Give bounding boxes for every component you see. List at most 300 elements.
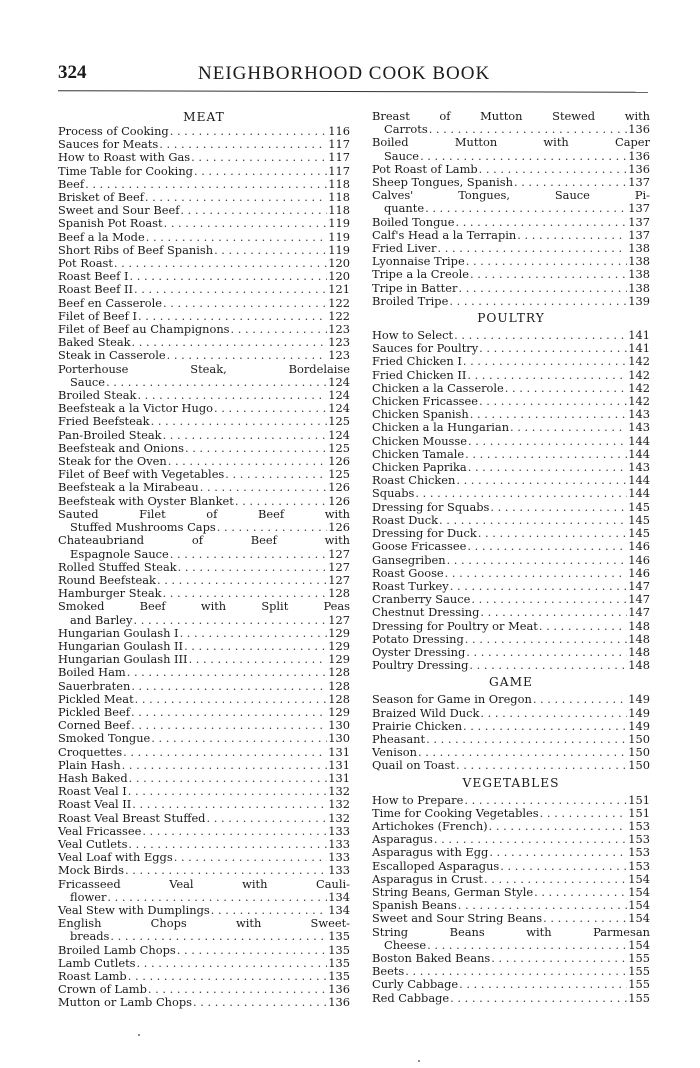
entry-title: Dressing for Duck: [372, 526, 477, 541]
index-entry: [372, 659, 650, 672]
entry-page-number: 118: [328, 176, 350, 191]
entry-title: Filet of Beef au Champignons: [58, 322, 230, 337]
entry-page-number: 154: [628, 871, 650, 886]
dot-leader: [128, 970, 328, 983]
entry-page-number: 123: [328, 335, 350, 350]
entry-continuation: [58, 614, 350, 627]
dot-leader: [157, 574, 327, 587]
entry-title: Chicken a la Hungarian: [372, 420, 510, 435]
entry-title: String Beans with Parmesan: [372, 924, 650, 939]
entry-title: Sauces for Poultry: [372, 341, 479, 356]
entry-title: English Chops with Sweet-: [58, 916, 350, 931]
entry-title: Roast Lamb: [58, 969, 127, 983]
index-entry: [58, 349, 350, 362]
entry-page-number: 144: [628, 433, 650, 448]
entry-title: Fried Chicken II: [372, 367, 467, 382]
entry-page-number: 122: [328, 295, 350, 310]
dot-leader: [459, 978, 627, 991]
index-entry: [372, 952, 650, 965]
entry-page-number: 138: [628, 267, 650, 282]
entry-page-number: 155: [628, 977, 650, 992]
index-entry: [372, 978, 650, 991]
entry-title: Sauted Filet of Beef with: [58, 506, 350, 521]
entry-title: Spanish Beans: [372, 898, 457, 913]
dot-leader: [463, 355, 627, 368]
index-entry: [372, 620, 650, 633]
entry-page-number: 131: [328, 757, 350, 772]
entry-title: Dressing for Squabs: [372, 499, 490, 514]
entry-page-number: 119: [328, 216, 350, 231]
entry-page-number: 137: [628, 214, 650, 229]
entry-page-number: 124: [328, 388, 350, 403]
dot-leader: [478, 527, 627, 540]
entry-page-number: 149: [628, 718, 650, 733]
entry-page-number: 154: [628, 898, 650, 913]
entry-page-number: 123: [328, 348, 350, 363]
dot-leader: [194, 165, 327, 178]
index-entry: [372, 110, 650, 136]
entry-page-number: 147: [628, 578, 650, 593]
entry-title: Pot Roast of Lamb: [372, 161, 478, 176]
index-entry: [372, 633, 650, 646]
entry-title: Fricasseed Veal with Cauli-: [58, 876, 350, 891]
entry-title: Calf's Head a la Terrapin: [372, 227, 517, 242]
entry-title: String Beans, German Style: [372, 884, 534, 899]
dot-leader: [163, 297, 327, 310]
entry-page-number: 155: [628, 964, 650, 979]
entry-page-number: 136: [328, 995, 350, 1010]
dot-leader: [225, 468, 327, 481]
entry-title: Curly Cabbage: [372, 977, 459, 992]
entry-title: Sheep Tongues, Spanish: [372, 175, 513, 190]
section-heading: VEGETABLES: [462, 775, 560, 790]
entry-page-number: 138: [628, 254, 650, 269]
entry-page-number: 127: [328, 559, 350, 574]
dot-leader: [467, 369, 627, 382]
entry-title: Lyonnaise Tripe: [372, 254, 465, 269]
dot-leader: [151, 732, 327, 745]
entry-page-number: 119: [328, 242, 350, 257]
index-entry: [58, 231, 350, 244]
dot-leader: [193, 996, 327, 1009]
entry-page-number: 154: [628, 937, 650, 952]
entry-page-number: 138: [628, 241, 650, 256]
index-entry: [58, 680, 350, 693]
dot-leader: [534, 886, 627, 899]
dot-leader: [517, 229, 627, 242]
entry-page-number: 151: [628, 792, 650, 807]
index-entry: [58, 415, 350, 428]
entry-page-number: 148: [628, 618, 650, 633]
section-heading: GAME: [489, 675, 533, 690]
entry-page-number: 145: [628, 499, 650, 514]
index-entry: [372, 268, 650, 281]
entry-page-number: 147: [628, 605, 650, 620]
dot-leader: [189, 653, 328, 666]
entry-page-number: 142: [628, 354, 650, 369]
entry-title: Hash Baked: [58, 770, 128, 785]
dot-leader: [191, 151, 327, 164]
entry-title: Chicken Spanish: [372, 407, 469, 422]
entry-title: Red Cabbage: [372, 990, 450, 1005]
dot-leader: [491, 952, 627, 965]
entry-page-number: 127: [328, 546, 350, 561]
entry-title: Boiled Ham: [58, 665, 126, 680]
entry-title: Pan-Broiled Steak: [58, 427, 162, 442]
dot-leader: [468, 435, 627, 448]
entry-title: Fried Chicken I: [372, 354, 462, 369]
dot-leader: [471, 593, 627, 606]
entry-page-number: 128: [328, 665, 350, 680]
entry-page-number: 135: [328, 929, 350, 944]
dot-leader: [540, 807, 628, 820]
entry-title: Goose Fricassee: [372, 539, 467, 554]
entry-page-number: 154: [628, 884, 650, 899]
entry-title: Process of Cooking: [58, 124, 169, 138]
dot-leader: [200, 481, 328, 494]
dot-leader: [174, 851, 328, 864]
index-entry: [58, 812, 350, 825]
dot-leader: [114, 257, 327, 270]
entry-title: Veal Stew with Dumplings: [58, 902, 210, 917]
index-entry: [372, 992, 650, 1005]
entry-title: Pot Roast: [58, 256, 113, 271]
index-entry: [372, 435, 650, 448]
index-entry: [58, 759, 350, 772]
running-title: NEIGHBORHOOD COOK BOOK: [198, 63, 491, 84]
entry-title: Asparagus in Crust: [372, 871, 484, 886]
dot-leader: [110, 930, 327, 943]
entry-page-number: 119: [328, 229, 350, 244]
index-entry: [58, 864, 350, 877]
dot-leader: [454, 329, 627, 342]
index-entry: [372, 873, 650, 886]
entry-page-number: 128: [328, 678, 350, 693]
index-entry: [58, 363, 350, 389]
entry-title: Oyster Dressing: [372, 644, 466, 659]
entry-title-continued: flower: [70, 889, 107, 904]
entry-page-number: 126: [328, 493, 350, 508]
index-entry: [58, 165, 350, 178]
index-entry: [372, 369, 650, 382]
entry-title: Pheasant: [372, 731, 426, 746]
entry-continuation: [58, 891, 350, 904]
entry-title: Veal Cutlets: [58, 836, 128, 851]
entry-page-number: 131: [328, 744, 350, 759]
entry-page-number: 147: [628, 592, 650, 607]
entry-title-continued: Stuffed Mushrooms Caps: [70, 520, 216, 535]
entry-title: Beef a la Mode: [58, 229, 145, 244]
entry-page-number: 144: [628, 473, 650, 488]
entry-title: Smoked Beef with Split Peas: [58, 599, 350, 614]
index-entry: [372, 355, 650, 368]
dot-leader: [107, 891, 327, 904]
entry-page-number: 155: [628, 990, 650, 1005]
entry-page-number: 125: [328, 467, 350, 482]
dot-leader: [469, 659, 627, 672]
dot-leader: [447, 554, 628, 567]
dot-leader: [466, 255, 628, 268]
dot-leader: [510, 421, 627, 434]
dot-leader: [170, 125, 328, 138]
entry-page-number: 127: [328, 612, 350, 627]
entry-title-continued: quante: [384, 201, 425, 216]
entry-page-number: 135: [328, 969, 350, 983]
entry-page-number: 148: [628, 631, 650, 646]
entry-page-number: 136: [628, 122, 650, 137]
entry-title: How to Roast with Gas: [58, 150, 191, 165]
entry-page-number: 143: [628, 460, 650, 475]
entry-title: Beefsteak a la Mirabeau: [58, 480, 199, 495]
entry-page-number: 131: [328, 770, 350, 785]
entry-title: Chicken Tamale: [372, 446, 465, 461]
entry-page-number: 130: [328, 718, 350, 733]
index-entry: [58, 917, 350, 943]
dot-leader: [123, 746, 327, 759]
dot-leader: [185, 442, 327, 455]
dot-leader: [142, 825, 327, 838]
dot-leader: [132, 798, 327, 811]
entry-title: Season for Game in Oregon: [372, 692, 532, 707]
index-entry: [58, 732, 350, 745]
dot-leader: [450, 580, 628, 593]
entry-title: How to Select: [372, 328, 454, 343]
entry-title: Porterhouse Steak, Bordelaise: [58, 361, 350, 376]
entry-title: Boston Baked Beans: [372, 950, 491, 965]
entry-page-number: 150: [628, 745, 650, 760]
entry-title-continued: and Barley: [70, 612, 133, 627]
index-entry: [372, 759, 650, 772]
entry-page-number: 124: [328, 401, 350, 416]
entry-title-continued: Sauce: [384, 148, 420, 163]
dot-leader: [415, 487, 627, 500]
entry-page-number: 145: [628, 512, 650, 527]
entry-page-number: 136: [328, 982, 350, 997]
entry-page-number: 133: [328, 863, 350, 878]
entry-title: Filet of Beef with Vegetables: [58, 467, 225, 482]
entry-page-number: 153: [628, 845, 650, 860]
entry-page-number: 142: [628, 367, 650, 382]
entry-title: Brisket of Beef: [58, 190, 144, 205]
index-entry: [58, 600, 350, 626]
index-entry: [372, 487, 650, 500]
entry-page-number: 137: [628, 175, 650, 190]
entry-page-number: 154: [628, 911, 650, 926]
entry-title: Roast Beef I: [58, 269, 129, 284]
index-entry: [372, 693, 650, 706]
entry-title: Round Beefsteak: [58, 572, 156, 587]
dot-leader: [106, 376, 327, 389]
index-entry: [58, 878, 350, 904]
entry-page-number: 141: [628, 341, 650, 356]
entry-continuation: [372, 202, 650, 215]
entry-page-number: 137: [628, 227, 650, 242]
entry-title-continued: Carrots: [384, 122, 428, 137]
entry-title: Steak for the Oven: [58, 454, 167, 469]
entry-page-number: 129: [328, 652, 350, 667]
entry-title: Gansegriben: [372, 552, 446, 567]
dot-leader: [178, 561, 328, 574]
dot-leader: [164, 217, 328, 230]
entry-title: Croquettes: [58, 744, 123, 759]
entry-title: Pickled Beef: [58, 704, 130, 719]
entry-page-number: 118: [328, 190, 350, 205]
dot-leader: [539, 620, 627, 633]
entry-title: Time Table for Cooking: [58, 163, 193, 178]
index-entry: [372, 136, 650, 162]
index-entry: [58, 666, 350, 679]
index-entry: [58, 297, 350, 310]
dot-leader: [170, 548, 327, 561]
dot-leader: [484, 873, 627, 886]
entry-page-number: 124: [328, 374, 350, 389]
entry-title: Broiled Steak: [58, 388, 137, 403]
entry-title: Boiled Mutton with Caper: [372, 135, 650, 150]
dot-leader: [470, 268, 627, 281]
entry-title-continued: Sauce: [70, 374, 106, 389]
entry-page-number: 144: [628, 486, 650, 501]
entry-title: Fried Liver: [372, 241, 437, 256]
entry-page-number: 120: [328, 256, 350, 271]
entry-title: Chicken Fricassee: [372, 394, 479, 409]
entry-title: Beets: [372, 964, 405, 979]
entry-title-continued: Cheese: [384, 937, 427, 952]
entry-title: Pickled Meat: [58, 691, 134, 706]
entry-page-number: 143: [628, 420, 650, 435]
entry-page-number: 148: [628, 658, 650, 673]
index-entry: [372, 501, 650, 514]
section-heading: POULTRY: [477, 311, 545, 326]
entry-page-number: 141: [628, 328, 650, 343]
dot-leader: [420, 150, 627, 163]
entry-title: Steak in Casserole: [58, 348, 166, 363]
entry-title: Hamburger Steak: [58, 586, 162, 601]
entry-title: Escalloped Asparagus: [372, 858, 500, 873]
entry-title: Mutton or Lamb Chops: [58, 995, 193, 1010]
entry-title: Roast Turkey: [372, 578, 449, 593]
entry-title: Chicken Mousse: [372, 433, 467, 448]
entry-title: Beef: [58, 176, 85, 191]
index-entry: [58, 746, 350, 759]
index-entry: [372, 807, 650, 820]
index-entry: [372, 282, 650, 295]
entry-continuation: [372, 150, 650, 163]
entry-page-number: 146: [628, 539, 650, 554]
index-entry: [58, 429, 350, 442]
dot-leader: [479, 342, 627, 355]
entry-title: Artichokes (French): [372, 818, 488, 833]
entry-title: Corned Beef: [58, 718, 131, 733]
dot-leader: [437, 242, 627, 255]
dot-leader: [480, 606, 627, 619]
entry-title-continued: Espagnole Sauce: [70, 546, 169, 561]
entry-title: Chateaubriand of Beef with: [58, 533, 350, 548]
entry-page-number: 127: [328, 572, 350, 587]
entry-continuation: [372, 939, 650, 952]
entry-page-number: 149: [628, 705, 650, 720]
entry-title: Potato Dressing: [372, 631, 464, 646]
dot-leader: [133, 614, 327, 627]
entry-page-number: 121: [328, 282, 350, 297]
entry-title: Filet of Beef I: [58, 308, 138, 323]
entry-page-number: 136: [628, 148, 650, 163]
entry-page-number: 117: [328, 150, 350, 165]
entry-page-number: 153: [628, 858, 650, 873]
entry-title: Baked Steak: [58, 335, 131, 350]
entry-title: Smoked Tongue: [58, 731, 151, 746]
dot-leader: [214, 402, 327, 415]
index-entry: [58, 798, 350, 811]
entry-page-number: 153: [628, 818, 650, 833]
entry-page-number: 135: [328, 942, 350, 957]
dot-leader: [122, 759, 328, 772]
entry-page-number: 145: [628, 526, 650, 541]
entry-title: Asparagus: [372, 832, 433, 847]
entry-title: Beefsteak a la Victor Hugo: [58, 401, 213, 416]
entry-page-number: 135: [328, 955, 350, 970]
entry-page-number: 120: [328, 269, 350, 284]
dot-leader: [177, 944, 328, 957]
entry-page-number: 150: [628, 731, 650, 746]
index-entry: [58, 944, 350, 957]
entry-title: Crown of Lamb: [58, 982, 147, 997]
entry-page-number: 133: [328, 836, 350, 851]
index-entry: [372, 606, 650, 619]
entry-page-number: 144: [628, 446, 650, 461]
index-entry: [58, 561, 350, 574]
stray-mark: [138, 1034, 140, 1036]
dot-leader: [464, 794, 627, 807]
dot-leader: [543, 912, 627, 925]
entry-page-number: 150: [628, 758, 650, 773]
index-entry: [58, 996, 350, 1009]
entry-title: Tripe a la Creole: [372, 267, 469, 282]
dot-leader: [490, 501, 627, 514]
index-entry: [372, 720, 650, 733]
entry-title: Sweet and Sour Beef: [58, 203, 180, 218]
dot-leader: [425, 202, 627, 215]
entry-page-number: 146: [628, 565, 650, 580]
entry-title-continued: breads: [70, 929, 110, 944]
index-entry: [58, 825, 350, 838]
index-entry: [58, 627, 350, 640]
dot-leader: [134, 283, 327, 296]
dot-leader: [163, 429, 328, 442]
entry-title: Asparagus with Egg: [372, 845, 489, 860]
entry-continuation: [58, 930, 350, 943]
dot-leader: [135, 693, 328, 706]
dot-leader: [137, 957, 328, 970]
entry-page-number: 128: [328, 691, 350, 706]
dot-leader: [458, 282, 627, 295]
entry-title: Sauces for Meats: [58, 137, 159, 152]
dot-leader: [456, 474, 627, 487]
dot-leader: [505, 382, 627, 395]
dot-leader: [131, 680, 327, 693]
dot-leader: [426, 733, 627, 746]
entry-title: Fried Beefsteak: [58, 414, 150, 429]
page-number: 324: [58, 62, 87, 83]
entry-page-number: 155: [628, 950, 650, 965]
entry-title: Rolled Stuffed Steak: [58, 559, 177, 574]
dot-leader: [466, 646, 627, 659]
dot-leader: [450, 992, 627, 1005]
entry-page-number: 142: [628, 380, 650, 395]
dot-leader: [131, 706, 327, 719]
entry-title: Sweet and Sour String Beans: [372, 911, 543, 926]
dot-leader: [427, 939, 627, 952]
entry-title: Prairie Chicken: [372, 718, 463, 733]
